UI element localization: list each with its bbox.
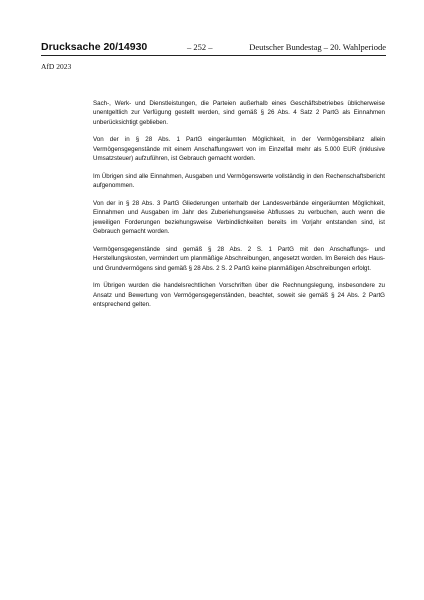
- wahlperiode-label: Deutscher Bundestag – 20. Wahlperiode: [249, 42, 386, 52]
- page-number: – 252 –: [187, 42, 213, 52]
- paragraph-handelsrecht: Im Übrigen wurden die handelsrechtlichen Vorschriften über die Rechnungslegung, insbesondere zu Ansatz und Bewertung von Vermögensgegenständen, beachtet, soweit sie gemäß § 24 Abs. 2 PartG entsprechend gelten.: [93, 282, 385, 309]
- paragraph-vermoegensgegenstaende: Vermögensgegenstände sind gemäß § 28 Abs. 2 S. 1 PartG mit den Anschaffungs- und Herstellungskosten, vermindert um planmäßige Abschreibungen, angesetzt worden. Im Bereich des Haus- und Grundvermögens sind gemäß § 28 Abs. 2 S. 2 PartG keine planmäßigen Abschreibungen erfolgt.: [93, 245, 385, 272]
- page-header: [41, 41, 386, 56]
- drucksache-number: 14930: [118, 41, 148, 53]
- drucksache-prefix: Drucksache 20/: [41, 41, 119, 53]
- party-label: AfD 2023: [41, 62, 72, 71]
- paragraph-sachleistungen: Sach-, Werk- und Dienstleistungen, die Parteien außerhalb eines Geschäftsbetriebes üblicherweise unentgeltlich zur Verfügung gestellt werden, sind gemäß § 26 Abs. 4 Satz 2 PartG als Einnahmen unberücksichtigt geblieben.: [93, 100, 385, 126]
- paragraph-vermoegensbilanz: Von der in § 28 Abs. 1 PartG eingeräumten Möglichkeit, in der Vermögensbilanz allein Vermögensgegenstände mit einem Anschaffungswert von im Einzelfall mehr als 5.000 EUR (inklusive Umsatzsteuer) aufzuführen, ist Gebrauch gemacht worden.: [93, 136, 385, 163]
- paragraph-vollstaendigkeit: Im Übrigen sind alle Einnahmen, Ausgaben und Vermögenswerte vollständig in den Rechenschaftsbericht aufgenommen.: [93, 172, 385, 190]
- drucksache-label: [41, 41, 147, 53]
- paragraph-gliederungen: Von der in § 28 Abs. 3 PartG Gliederungen unterhalb der Landesverbände eingeräumten Möglichkeit, Einnahmen und Ausgaben im Jahr des Zuberiehungsweise Abflusses zu verbuchen, auch wenn die jeweiligen Forderungen beziehungsweise Verbindlichkeiten bereits im Vorjahr entstanden sind, ist Gebrauch gemacht worden.: [93, 200, 385, 236]
- body-text: [93, 99, 385, 318]
